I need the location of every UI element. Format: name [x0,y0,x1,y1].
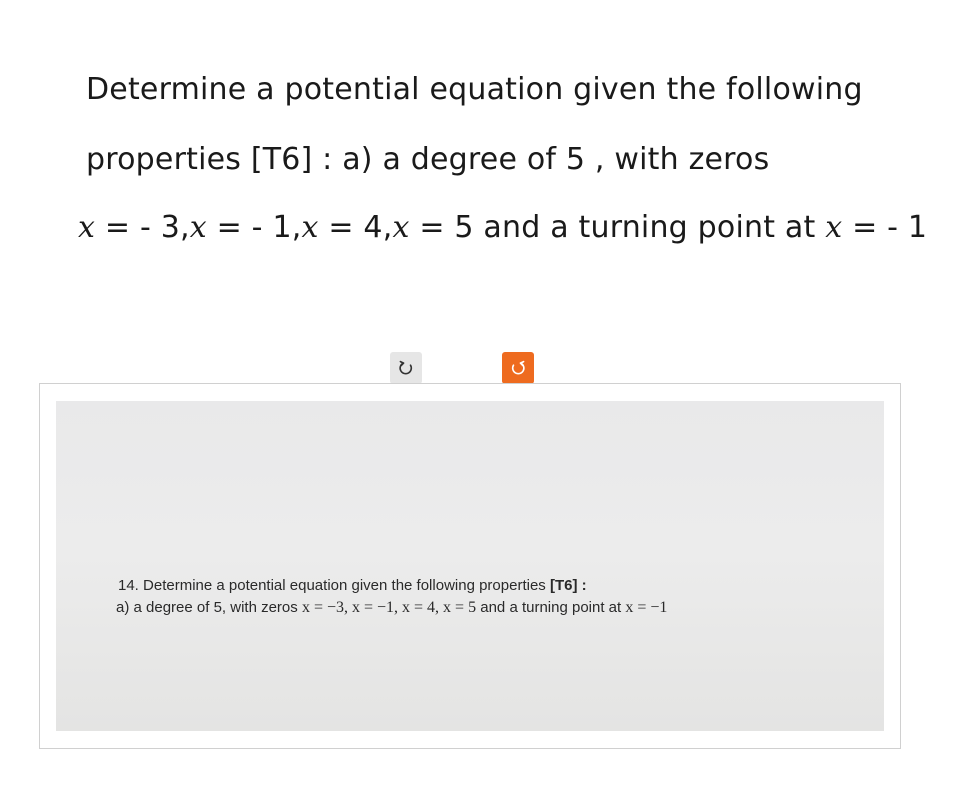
math-variable: x [825,210,843,245]
photo-text: and a turning point at [480,599,622,616]
question-segment: = 4, [328,210,393,245]
question-segment: = 5 and a turning point at [419,210,816,245]
question-number: 14. [118,577,139,594]
math-variable: x [78,210,96,245]
math-variable: x [392,210,410,245]
rotate-right-icon [510,360,526,376]
photo-tag: [T6] : [549,577,587,594]
rotate-left-icon [398,360,414,376]
question-line-3 [78,208,927,248]
question-line-2: properties [T6] : a) a degree of 5 , with zeros [86,142,770,177]
photo-text-line-1 [118,577,587,594]
math-variable: x [301,210,319,245]
math-variable: x [189,210,207,245]
photo-text: a) a degree of 5, with zeros [116,599,298,616]
question-line-1: Determine a potential equation given the following [86,72,863,107]
rotate-left-button[interactable] [390,352,422,384]
question-segment: = - 3, [104,210,190,245]
question-segment: = - 1, [216,210,302,245]
question-segment: = - 1 [852,210,928,245]
photo-math: x = −1 [625,599,668,616]
image-viewer-frame [39,383,901,749]
rotate-right-button[interactable] [502,352,534,384]
photo-text: Determine a potential equation given the following properties [143,577,546,594]
photo-text-line-2 [116,599,667,617]
question-photo [56,401,884,731]
photo-math: x = −3, x = −1, x = 4, x = 5 [301,599,477,616]
